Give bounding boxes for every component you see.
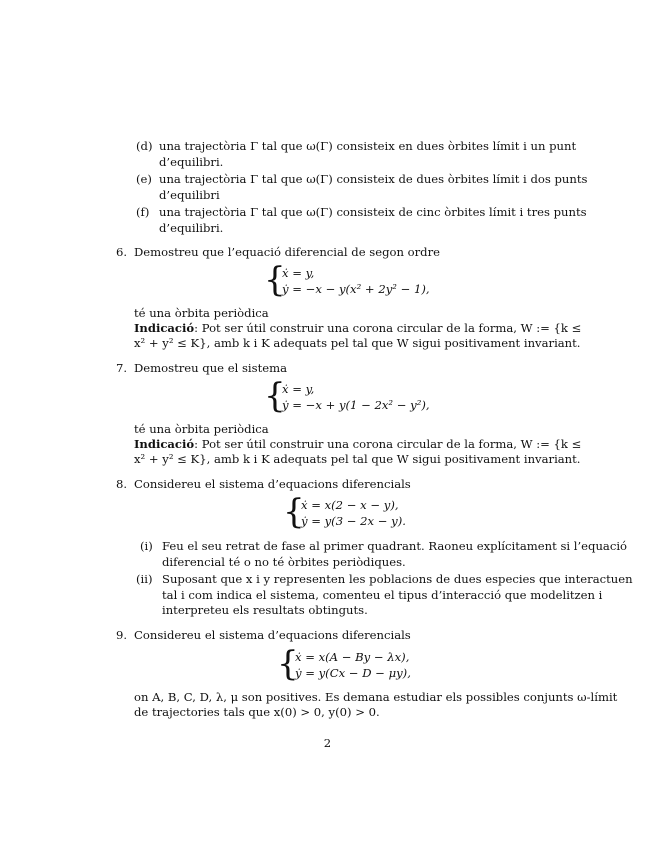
equation: ẋ = y, [282,266,315,280]
problem-number: 7. [116,361,128,375]
equation: ẋ = x(A − By − λx), [295,650,410,664]
item-text-line: d’equilibri [159,187,220,202]
item-marker: (i) [140,539,153,553]
problem-intro: Demostreu que el sistema [134,361,288,375]
equation: ẏ = y(Cx − D − μy), [295,666,411,680]
hint-line [134,321,581,337]
item-text-line: Feu el seu retrat de fase al primer quadrant. Raoneu explícitament si l’equació [162,539,628,553]
problem-number: 9. [116,628,128,642]
equation: ẋ = y, [282,382,315,396]
sub-item [136,572,633,620]
left-brace: { [264,376,286,416]
item-text-line: una trajectòria Γ tal que ω(Γ) consisteix de dues òrbites límit i dos punts [159,172,588,186]
hint-text: : Pot ser útil construir una corona circular de la forma, W := {k ≤ [194,321,582,335]
list-item [136,172,588,204]
problem-intro: Considereu el sistema d’equacions diferencials [134,628,411,642]
hint-line: x² + y² ≤ K}, amb k i K adequats pel tal que W sigui positivament invariant. [134,452,581,466]
item-marker: (d) [136,139,153,153]
item-text-line: diferencial té o no té òrbites periòdiques. [162,554,406,569]
hint-line [134,437,581,453]
left-brace: { [283,492,305,532]
page-number: 2 [323,736,332,750]
problem-intro: Considereu el sistema d’equacions diferencials [134,477,411,491]
item-text-line: Suposant que x i y representen les poblacions de dues especies que interactuen [162,572,633,586]
problem-number: 6. [116,245,128,259]
item-text-line: d’equilibri. [159,220,224,235]
hint-text: : Pot ser útil construir una corona circular de la forma, W := {k ≤ [194,437,582,451]
item-marker: (e) [136,172,152,186]
item-text-line: una trajectòria Γ tal que ω(Γ) consisteix de cinc òrbites límit i tres punts [159,205,587,219]
problem-conclusion: de trajectories tals que x(0) > 0, y(0) > 0. [134,705,380,719]
equation: ẋ = x(2 − x − y), [301,498,399,512]
list-item [136,139,577,171]
list-item [136,205,587,237]
problem-conclusion: on A, B, C, D, λ, μ son positives. Es demana estudiar els possibles conjunts ω-límit [134,690,618,704]
sub-item [140,539,628,571]
problem-number: 8. [116,477,128,491]
equation-system [264,260,464,300]
equation-system [264,376,464,416]
problem-conclusion: té una òrbita periòdica [134,422,269,436]
item-text-line: una trajectòria Γ tal que ω(Γ) consisteix en dues òrbites límit i un punt [159,139,577,153]
item-text-line: d’equilibri. [159,154,224,169]
item-text-line: tal i com indica el sistema, comenteu el tipus d’interacció que modelitzen i [162,587,603,602]
problem-conclusion: té una òrbita periòdica [134,306,269,320]
item-marker: (ii) [136,572,153,586]
item-text-line: interpreteu els resultats obtinguts. [162,603,368,617]
left-brace: { [264,260,286,300]
equation: ẏ = −x + y(1 − 2x² − y²), [282,398,430,412]
problem-intro: Demostreu que l’equació diferencial de segon ordre [134,245,440,259]
hint-line: x² + y² ≤ K}, amb k i K adequats pel tal que W sigui positivament invariant. [134,336,581,350]
left-brace: { [277,644,299,684]
item-marker: (f) [136,205,150,219]
hint-label: Indicació [134,321,195,335]
equation: ẏ = −x − y(x² + 2y² − 1), [282,282,430,296]
hint-label: Indicació [134,437,195,451]
equation-system [283,492,433,532]
equation: ẏ = y(3 − 2x − y). [301,514,406,528]
equation-system [277,644,447,684]
